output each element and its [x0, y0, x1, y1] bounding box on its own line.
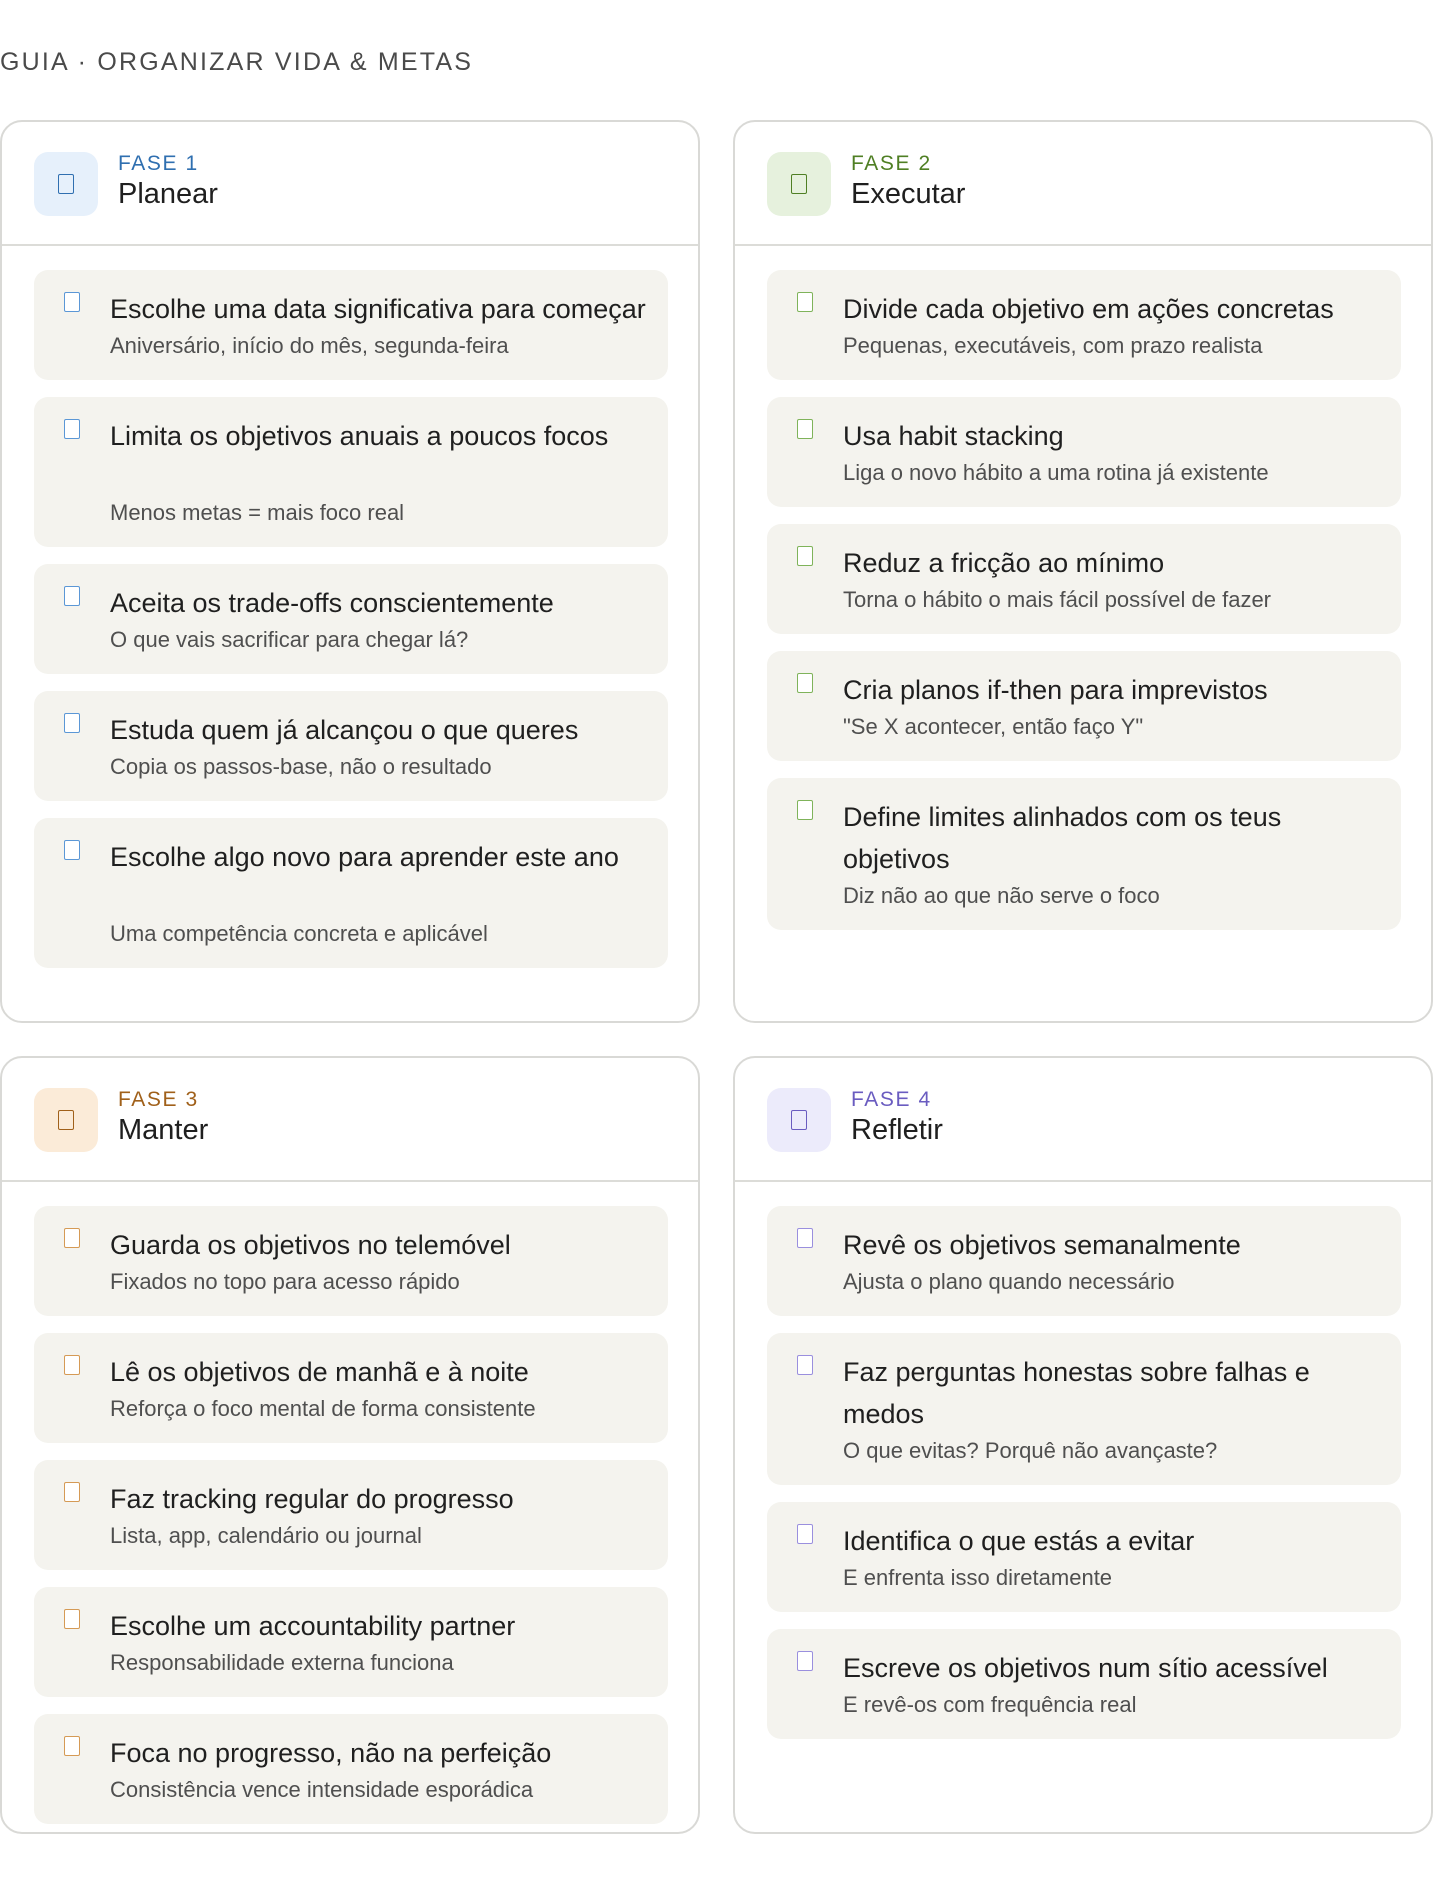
item-title: Usa habit stacking: [843, 421, 1064, 451]
item-title: Guarda os objetivos no telemóvel: [110, 1230, 511, 1260]
checkbox-icon[interactable]: [64, 1609, 80, 1629]
item-subtitle: Torna o hábito o mais fácil possível de fazer: [843, 587, 1272, 612]
item-subtitle: Copia os passos-base, não o resultado: [110, 754, 492, 779]
item-subtitle: Liga o novo hábito a uma rotina já existente: [843, 460, 1269, 485]
item-subtitle: "Se X acontecer, então faço Y": [843, 714, 1144, 739]
item-title: Cria planos if-then para imprevistos: [843, 675, 1268, 705]
checkbox-icon[interactable]: [64, 1228, 80, 1248]
item-subtitle: Aniversário, início do mês, segunda-feira: [110, 333, 509, 358]
phase-title: Manter: [118, 1114, 209, 1146]
item-subtitle: Responsabilidade externa funciona: [110, 1650, 454, 1675]
phase-header: [2, 122, 698, 246]
phase-header: [735, 122, 1431, 246]
phase-title: Planear: [118, 178, 218, 210]
checklist-item[interactable]: [767, 778, 1401, 930]
phase-header: [735, 1058, 1431, 1182]
phase-card-3: [0, 1056, 700, 1834]
item-title: Foca no progresso, não na perfeição: [110, 1738, 552, 1768]
checkbox-icon[interactable]: [64, 292, 80, 312]
item-title: Faz tracking regular do progresso: [110, 1484, 514, 1514]
checkbox-icon[interactable]: [64, 840, 80, 860]
checklist-item[interactable]: [34, 691, 668, 801]
phase-4-icon: [767, 1088, 831, 1152]
item-title: Define limites alinhados com os teus objetivos: [843, 802, 1282, 874]
checklist-item[interactable]: [34, 1206, 668, 1316]
item-title: Estuda quem já alcançou o que queres: [110, 715, 579, 745]
checklist-item[interactable]: [34, 270, 668, 380]
checklist-item[interactable]: [767, 1206, 1401, 1316]
checklist-item[interactable]: [767, 1629, 1401, 1739]
item-title: Reduz a fricção ao mínimo: [843, 548, 1165, 578]
phase-card-2: [733, 120, 1433, 1023]
phase-card-1: [0, 120, 700, 1023]
checkbox-icon[interactable]: [797, 1355, 813, 1375]
checklist-item[interactable]: [34, 1460, 668, 1570]
checklist-item[interactable]: [34, 818, 668, 968]
checkbox-icon[interactable]: [797, 1651, 813, 1671]
checklist-item[interactable]: [767, 270, 1401, 380]
item-subtitle: Consistência vence intensidade esporádica: [110, 1777, 534, 1802]
checklist-item[interactable]: [767, 1502, 1401, 1612]
phase-label: FASE 2: [851, 152, 932, 175]
item-title: Escolhe uma data significativa para começar: [110, 294, 646, 324]
phase-2-icon: [767, 152, 831, 216]
checklist-item[interactable]: [34, 564, 668, 674]
phase-card-4: [733, 1056, 1433, 1834]
item-title: Revê os objetivos semanalmente: [843, 1230, 1241, 1260]
phase-label: FASE 3: [118, 1088, 199, 1111]
item-subtitle: Ajusta o plano quando necessário: [843, 1269, 1175, 1294]
item-title: Lê os objetivos de manhã e à noite: [110, 1357, 529, 1387]
item-subtitle: E enfrenta isso diretamente: [843, 1565, 1113, 1590]
checklist-item[interactable]: [34, 397, 668, 547]
item-title: Aceita os trade-offs conscientemente: [110, 588, 554, 618]
checklist-item[interactable]: [34, 1587, 668, 1697]
phase-title: Refletir: [851, 1114, 943, 1146]
checkbox-icon[interactable]: [64, 419, 80, 439]
checkbox-icon[interactable]: [797, 292, 813, 312]
item-title: Faz perguntas honestas sobre falhas e medos: [843, 1357, 1310, 1429]
phase-1-icon: [34, 152, 98, 216]
checkbox-icon[interactable]: [64, 1736, 80, 1756]
phase-3-icon: [34, 1088, 98, 1152]
item-title: Escreve os objetivos num sítio acessível: [843, 1653, 1328, 1683]
checkbox-icon[interactable]: [797, 1524, 813, 1544]
checkbox-icon[interactable]: [797, 800, 813, 820]
checklist-item[interactable]: [34, 1333, 668, 1443]
item-title: Limita os objetivos anuais a poucos focos: [110, 421, 609, 451]
item-subtitle: O que evitas? Porquê não avançaste?: [843, 1438, 1218, 1463]
phase-label: FASE 1: [118, 152, 199, 175]
checklist-item[interactable]: [767, 1333, 1401, 1485]
checklist-item[interactable]: [34, 1714, 668, 1824]
checkbox-icon[interactable]: [797, 419, 813, 439]
checkbox-icon[interactable]: [64, 1355, 80, 1375]
item-title: Escolhe algo novo para aprender este ano: [110, 842, 619, 872]
item-subtitle: Lista, app, calendário ou journal: [110, 1523, 422, 1548]
checkbox-icon[interactable]: [64, 1482, 80, 1502]
item-subtitle: Menos metas = mais foco real: [110, 500, 405, 525]
item-subtitle: Diz não ao que não serve o foco: [843, 883, 1160, 908]
checklist-item[interactable]: [767, 524, 1401, 634]
checkbox-icon[interactable]: [797, 673, 813, 693]
checkbox-icon[interactable]: [64, 586, 80, 606]
checklist-item[interactable]: [767, 397, 1401, 507]
item-subtitle: Fixados no topo para acesso rápido: [110, 1269, 460, 1294]
checkbox-icon[interactable]: [64, 713, 80, 733]
checkbox-icon[interactable]: [797, 1228, 813, 1248]
item-subtitle: Reforça o foco mental de forma consistente: [110, 1396, 536, 1421]
item-subtitle: Pequenas, executáveis, com prazo realista: [843, 333, 1263, 358]
item-title: Escolhe um accountability partner: [110, 1611, 516, 1641]
checkbox-icon[interactable]: [797, 546, 813, 566]
page-title: GUIA · ORGANIZAR VIDA & METAS: [0, 48, 474, 76]
item-title: Divide cada objetivo em ações concretas: [843, 294, 1334, 324]
item-subtitle: O que vais sacrificar para chegar lá?: [110, 627, 469, 652]
phase-label: FASE 4: [851, 1088, 932, 1111]
item-subtitle: Uma competência concreta e aplicável: [110, 921, 488, 946]
phase-title: Executar: [851, 178, 966, 210]
item-title: Identifica o que estás a evitar: [843, 1526, 1195, 1556]
checklist-item[interactable]: [767, 651, 1401, 761]
item-subtitle: E revê-os com frequência real: [843, 1692, 1137, 1717]
phase-header: [2, 1058, 698, 1182]
